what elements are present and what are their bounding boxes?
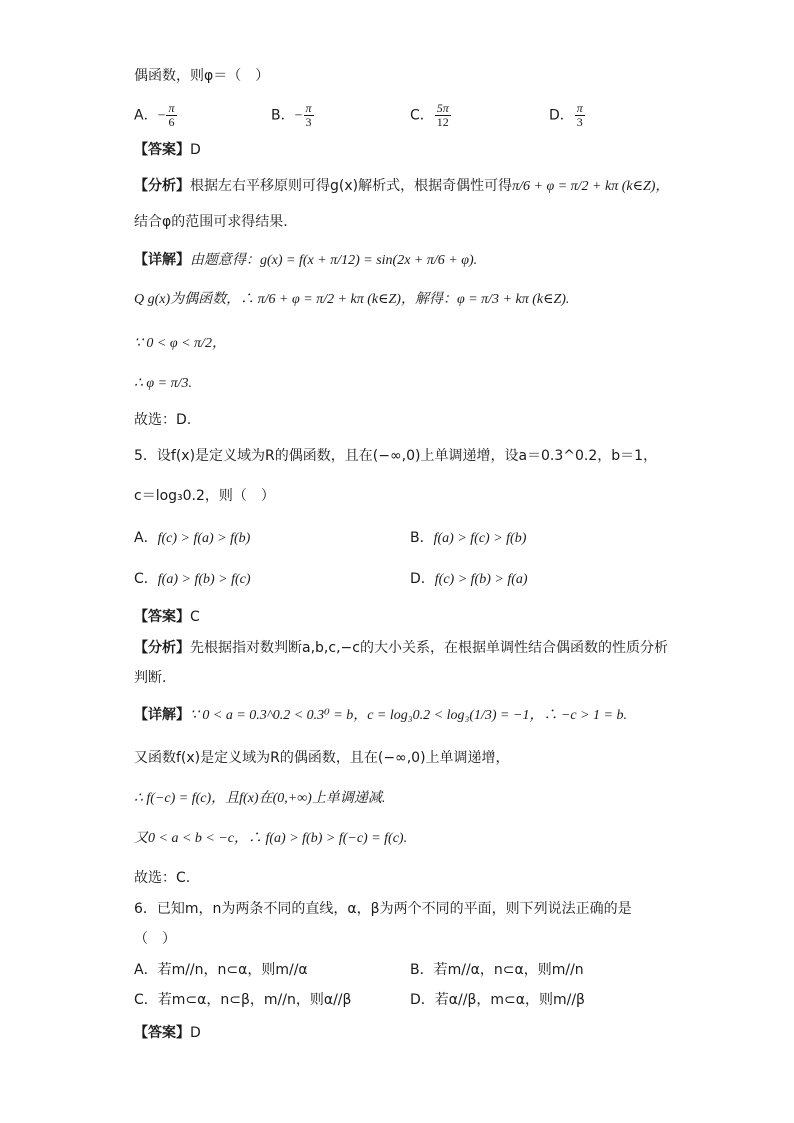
q5-answer: 【答案】C bbox=[134, 609, 200, 625]
q5-detail-line-2: 又函数f(x)是定义域为R的偶函数，且在(−∞,0)上单调递增， bbox=[134, 750, 510, 766]
q5-option-c: C．f(a) > f(b) > f(c) bbox=[134, 571, 251, 587]
q6-answer: 【答案】D bbox=[134, 1025, 201, 1041]
q5-stem-cont: c＝log₃0.2，则（ ） bbox=[134, 488, 275, 504]
q4-option-b: B．− $\frac{\pi}{3}$ bbox=[271, 101, 312, 129]
q5-detail-line-4: 又0 < a < b < −c，∴ f(a) > f(b) > f(−c) = f(c). bbox=[134, 831, 408, 846]
q5-option-a: A．f(c) > f(a) > f(b) bbox=[134, 530, 251, 546]
q6-option-d: D．若α//β，m⊂α，则m//β bbox=[410, 992, 585, 1008]
q5-detail: 【详解】∵ 0 < a = 0.3^0.2 < 0.3⁰ = b，c = log₃0.2 < log₃(1/3) = −1，∴ −c > 1 = b. bbox=[134, 707, 628, 723]
q5-choose: 故选：C. bbox=[134, 870, 191, 886]
q5-option-d: D．f(c) > f(b) > f(a) bbox=[410, 571, 528, 587]
q4-analysis-cont: 结合φ的范围可求得结果. bbox=[134, 214, 288, 230]
q4-detail-line-2: Q g(x)为偶函数，∴ π/6 + φ = π/2 + kπ (k∈Z)，解得：φ = π/3 + kπ (k∈Z). bbox=[134, 292, 570, 307]
q6-option-b: B．若m//α，n⊂α，则m//n bbox=[410, 962, 584, 978]
q4-choose: 故选：D. bbox=[134, 412, 192, 428]
q5-stem: 5．设f(x)是定义域为R的偶函数，且在(−∞,0)上单调递增，设a＝0.3^0.2，b＝1， bbox=[134, 448, 658, 464]
q4-stem-tail: 偶函数，则φ＝（ ） bbox=[134, 68, 270, 84]
q6-option-c: C．若m⊂α，n⊂β，m//n，则α//β bbox=[134, 992, 352, 1008]
q4-analysis: 【分析】根据左右平移原则可得g(x)解析式，根据奇偶性可得π/6 + φ = π/2 + kπ (k∈Z)， bbox=[134, 178, 670, 194]
q5-detail-line-3: ∴ f(−c) = f(c)，且f(x)在(0,+∞)上单调递减. bbox=[134, 791, 386, 806]
q4-option-c: C． $\frac{5\pi}{12}$ bbox=[410, 101, 449, 129]
q6-stem-cont: （ ） bbox=[134, 931, 176, 947]
q4-answer: 【答案】D bbox=[134, 142, 201, 158]
q4-option-d: D． $\frac{\pi}{3}$ bbox=[549, 101, 583, 129]
q6-option-a: A．若m//n，n⊂α，则m//α bbox=[134, 962, 308, 978]
q5-analysis-cont: 判断. bbox=[134, 670, 167, 686]
q5-option-b: B．f(a) > f(c) > f(b) bbox=[410, 530, 527, 546]
q4-option-a: A．− $\frac{\pi}{6}$ bbox=[134, 101, 175, 129]
q4-detail-line-4: ∴ φ = π/3. bbox=[134, 376, 193, 391]
q5-analysis: 【分析】先根据指对数判断a,b,c,−c的大小关系，在根据单调性结合偶函数的性质分析 bbox=[134, 640, 668, 656]
q6-stem: 6．已知m，n为两条不同的直线，α，β为两个不同的平面，则下列说法正确的是 bbox=[134, 901, 632, 917]
q4-detail-line-3: ∵ 0 < φ < π/2， bbox=[134, 336, 226, 351]
q4-detail: 【详解】由题意得：g(x) = f(x + π/12) = sin(2x + π/6 + φ). bbox=[134, 252, 478, 268]
